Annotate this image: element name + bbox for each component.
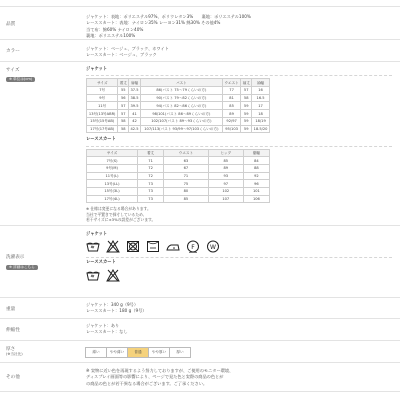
table-row: 9号 56 38.5 90(バスト 79〜82くらいの方) 81 58 16.5 [87,94,270,102]
row-weight [0,297,400,319]
material-line: ジャケット：表地：ポリエステル97%、ポリウレタン3% 裏地：ポリエステル100% [86,14,251,19]
row-label: 洗濯表示 ※ 詳細はこちら [0,226,86,298]
jacket-care-icons [86,240,392,253]
thickness-scale [86,347,392,358]
thickness-option: 厚い [169,347,191,358]
svg-text:W: W [210,244,216,252]
row-other [0,362,400,392]
row-color [0,39,400,62]
table-header-row: サイズ 着丈 肩幅 バスト ウエスト 袖丈 袖幅 [87,79,270,87]
color-value [86,46,392,62]
row-thickness [0,340,400,363]
table-row: 15号(15号AB) 58 42 102/107(バスト 89〜93くらいの方) 92/97 59 18/19 [87,117,270,125]
row-label: カラー [0,40,86,62]
table-row: 13号(LL) 73 75 97 96 [87,180,270,188]
table-row: 13号(13号ABR) 57 41 98/101(バスト 86〜89くらいの方) 89 59 18 [87,110,270,118]
svg-text:F: F [191,244,195,252]
row-stretch [0,318,400,341]
table-row: 11号 57 39.5 94(バスト 82〜86くらいの方) 85 59 17 [87,102,270,110]
row-label: その他 [0,363,86,391]
table-row: 9号(M) 72 67 89 88 [87,165,270,173]
row-label: 重量 [0,298,86,319]
no-bleach-icon [106,269,120,282]
stretch-value: ジャケット：あり レーススカート：なし [86,323,128,335]
weight-value: ジャケット：340 g（9号） レーススカート：180 g（9号） [86,302,147,314]
care-jacket-title: ジャケット [86,232,108,237]
thickness-option: やや厚い [148,347,170,358]
hand-wash-icon [86,240,100,253]
wet-clean-w-icon [206,240,220,253]
thickness-option: 薄い [85,347,107,358]
hand-wash-icon [86,269,100,282]
table-header-row: サイズ 着丈 ウエスト ヒップ 裾幅 [87,149,270,157]
no-tumble-dry-icon [126,240,140,253]
care-skirt-title: レーススカート [86,260,116,266]
table-row: 15号(3L) 73 80 102 101 [87,188,270,196]
color-line: ジャケット：ベージュ、ブラック、ホワイト [86,46,169,51]
table-row: 17号(17号AB) 58 42.5 107/113(バスト 93/99〜97/103くらいの方) 95/103 59 18.5/20 [87,125,270,133]
table-row: 11号(L) 72 71 93 92 [87,172,270,180]
thickness-option-selected: 普通 [127,347,149,358]
skirt-size-title: レーススカート [86,137,116,143]
row-label: 品質 [0,7,86,40]
size-value [86,65,392,226]
size-notes: ※ 仕様は変更になる場合があります。 当社で平置きで採寸しているため、 若干サイズに±3%の誤差がございます。 [86,206,156,223]
row-care [0,225,400,298]
material-line: 裏地：ポリエステル100% [86,33,136,39]
row-label: サイズ ※ 単位は(cm) [0,62,86,226]
jacket-size-title: ジャケット [86,67,108,72]
iron-low-icon [166,240,180,253]
thickness-value [86,341,392,363]
material-line: レーススカート：表地：ナイロン35% レーヨン31% 綿30% その他4% [86,20,221,26]
row-label: 伸縮性 [0,319,86,341]
table-row: 17号(4L) 73 85 107 106 [87,195,270,203]
table-row: 7号(S) 71 63 85 84 [87,157,270,165]
row-size [0,61,400,226]
material-value [86,14,392,40]
line-dry-icon [146,240,160,253]
jacket-size-table [86,78,270,133]
thickness-option: やや薄い [106,347,128,358]
table-row: 7号 55 37.5 86(バスト 75〜79くらいの方) 77 57 16 [87,87,270,95]
color-line: レーススカート：ベージュ、ブラック [86,52,157,58]
care-detail-tag[interactable]: ※ 詳細はこちら [6,265,38,270]
no-bleach-icon [106,240,120,253]
skirt-size-table [86,149,270,204]
dry-clean-f-icon [186,240,200,253]
care-value [86,230,392,298]
unit-tag[interactable]: ※ 単位は(cm) [6,77,35,82]
row-material [0,6,400,40]
row-label: 厚さ (※当社比) [0,341,86,363]
other-value: ※ 実物に近い色を再現するよう努力しておりますが、ご使用のモニター環境、 ディスプレイ画面等の影響により、ページで見た色と実際の商品の色とが の商品の色とが若干異なる場合がございます。ご了承ください。 [86,368,234,386]
skirt-care-icons [86,269,392,282]
material-line: 当て布：綿60% ナイロン40% [86,26,144,32]
